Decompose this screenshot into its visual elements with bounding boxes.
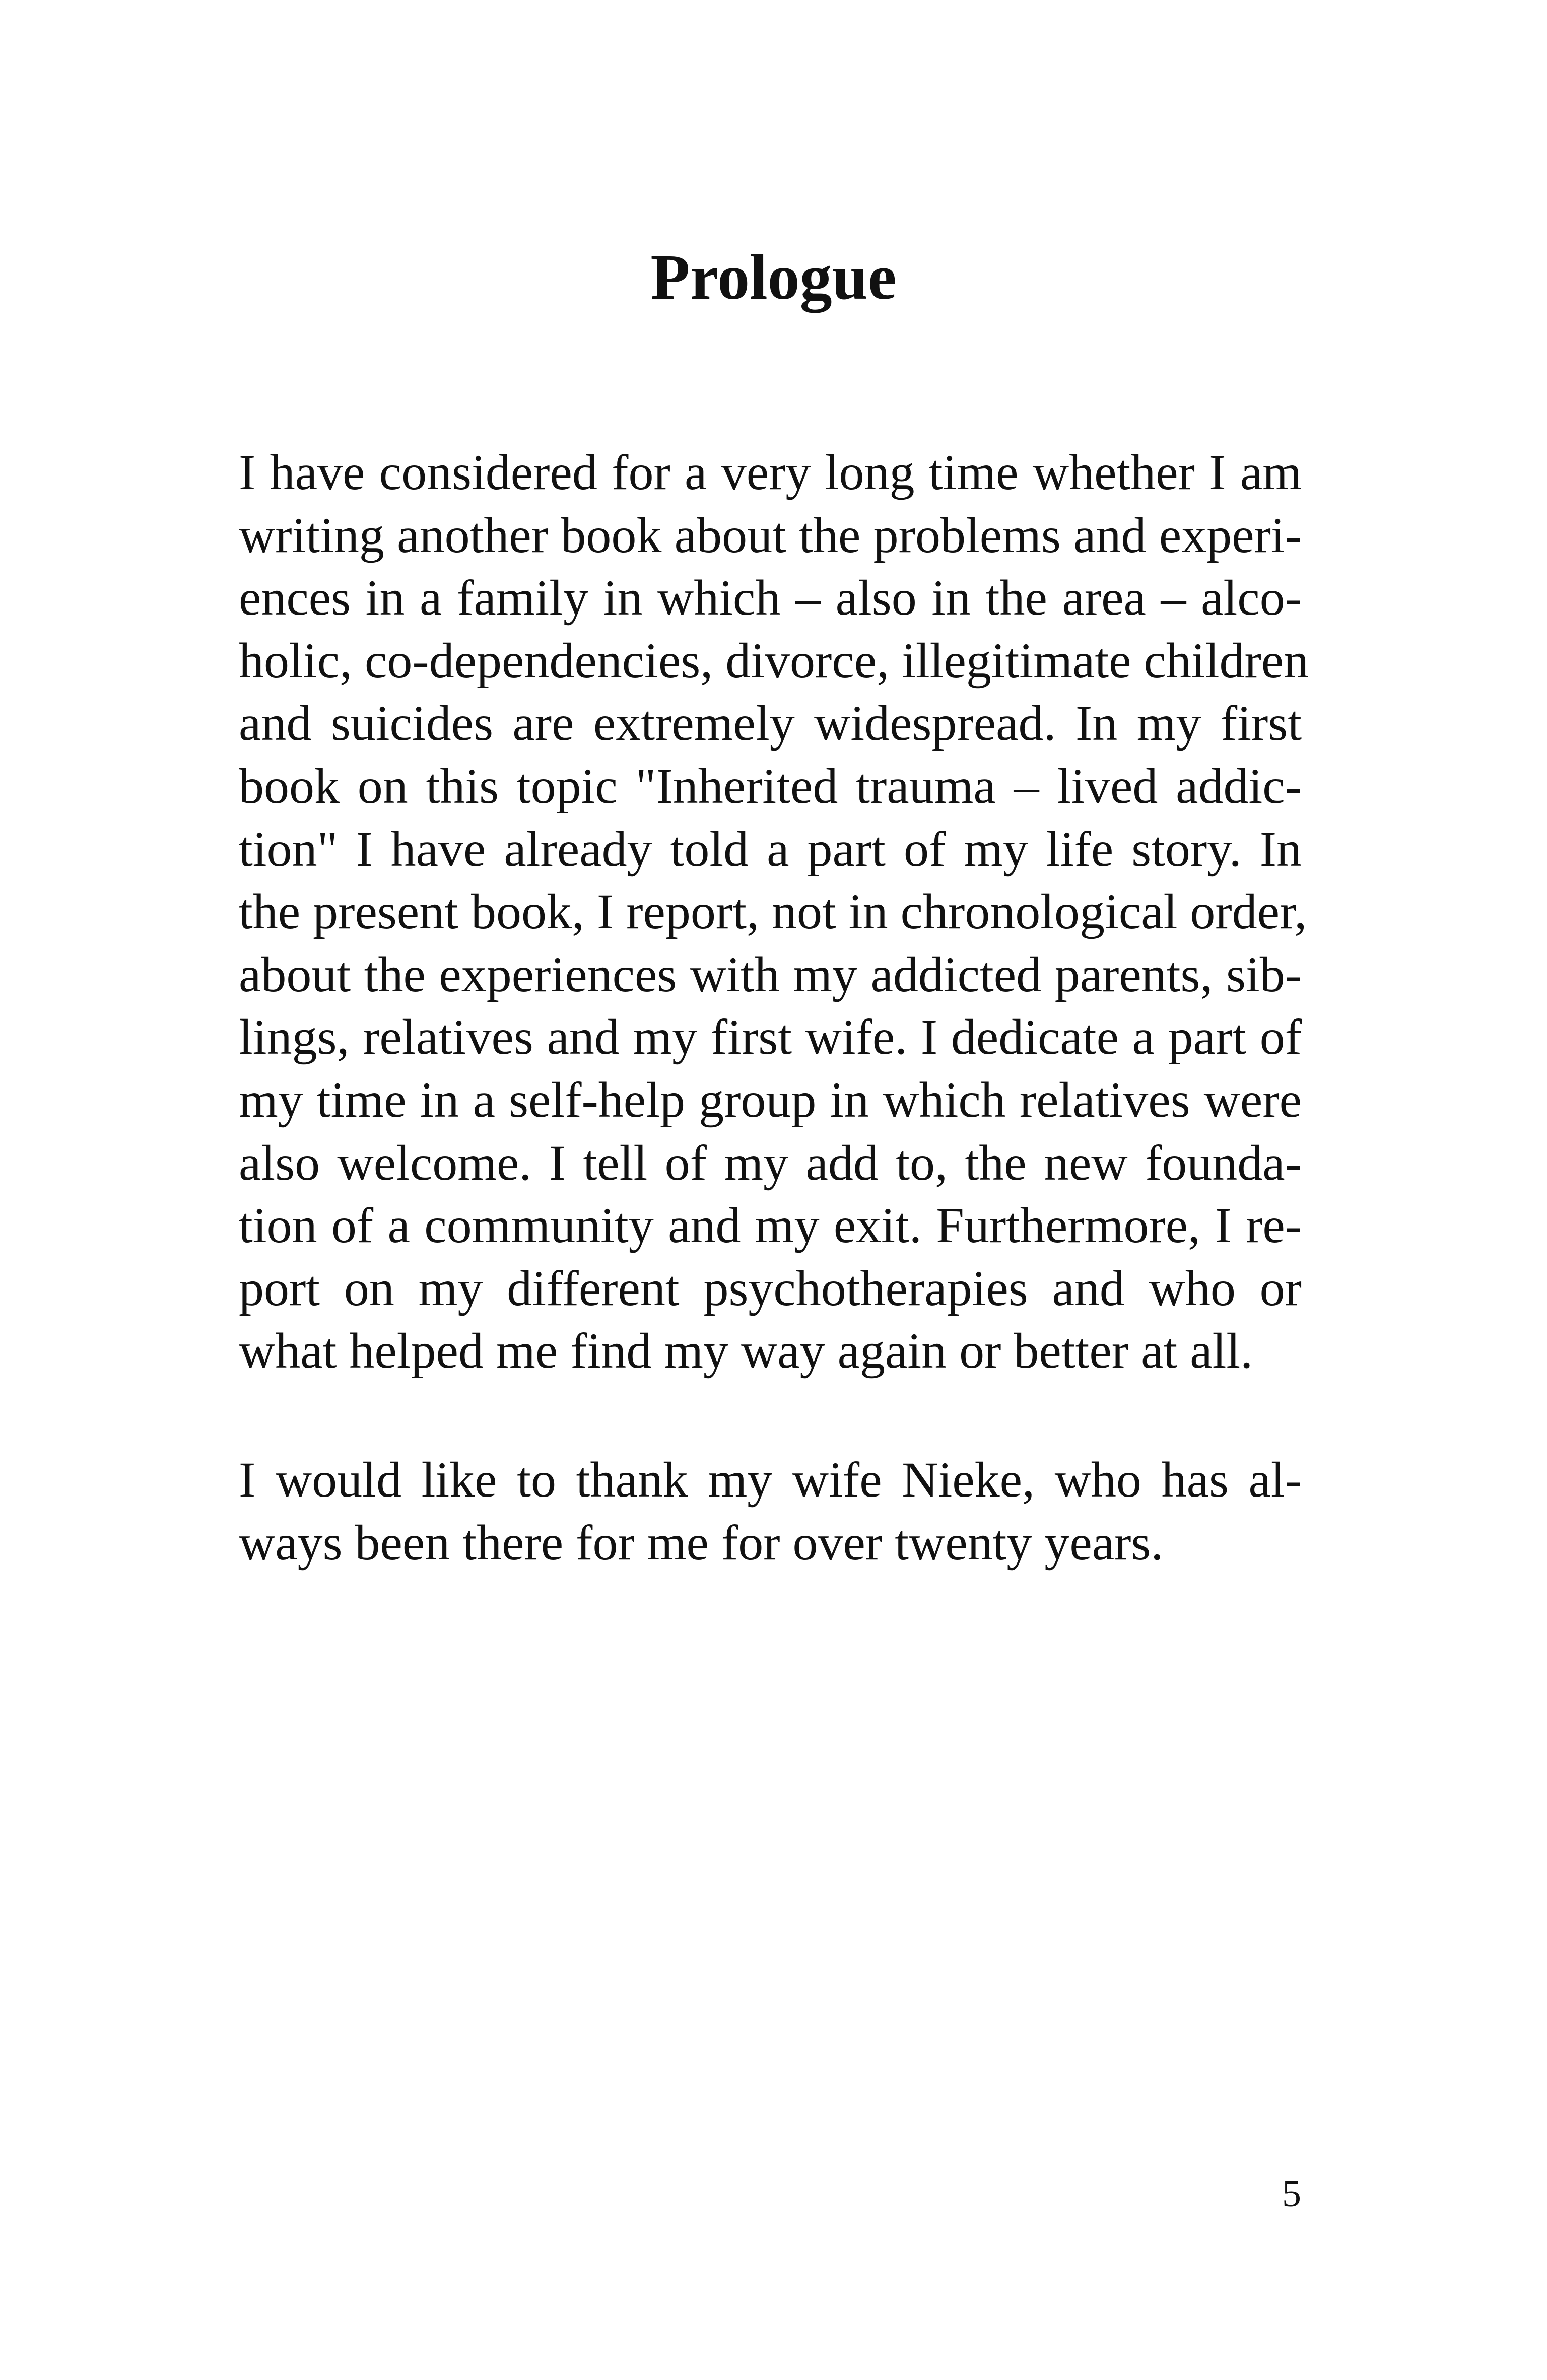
- text-line: my time in a self-help group in which relatives were: [239, 1071, 1302, 1128]
- text-line: tion" I have already told a part of my life story. In: [239, 821, 1302, 877]
- text-line: the present book, I report, not in chronological order,: [239, 883, 1307, 940]
- text-line: what helped me find my way again or better at all.: [239, 1323, 1253, 1379]
- text-line: I would like to thank my wife Nieke, who has al-: [239, 1452, 1302, 1508]
- text-line: tion of a community and my exit. Furthermore, I re-: [239, 1197, 1302, 1254]
- text-line: I have considered for a very long time whether I am: [239, 444, 1302, 500]
- text-line: writing another book about the problems and experi-: [239, 507, 1302, 563]
- text-line: holic, co-dependencies, divorce, illegitimate children: [239, 632, 1309, 689]
- text-line: port on my different psychotherapies and who or: [239, 1260, 1302, 1316]
- text-line: and suicides are extremely widespread. In my first: [239, 695, 1302, 752]
- page-title: Prologue: [650, 241, 897, 313]
- text-line: book on this topic "Inherited trauma – lived addic-: [239, 758, 1302, 814]
- text-line: ways been there for me for over twenty years.: [239, 1514, 1164, 1571]
- text-line: also welcome. I tell of my add to, the new founda-: [239, 1134, 1302, 1191]
- paragraph-1: [239, 441, 1309, 1383]
- text-line: lings, relatives and my first wife. I dedicate a part of: [239, 1009, 1302, 1065]
- paragraph-2: [239, 1449, 1302, 1574]
- page-number: 5: [1282, 2172, 1301, 2215]
- text-line: ences in a family in which – also in the area – alco-: [239, 570, 1302, 626]
- text-line: about the experiences with my addicted parents, sib-: [239, 946, 1302, 1002]
